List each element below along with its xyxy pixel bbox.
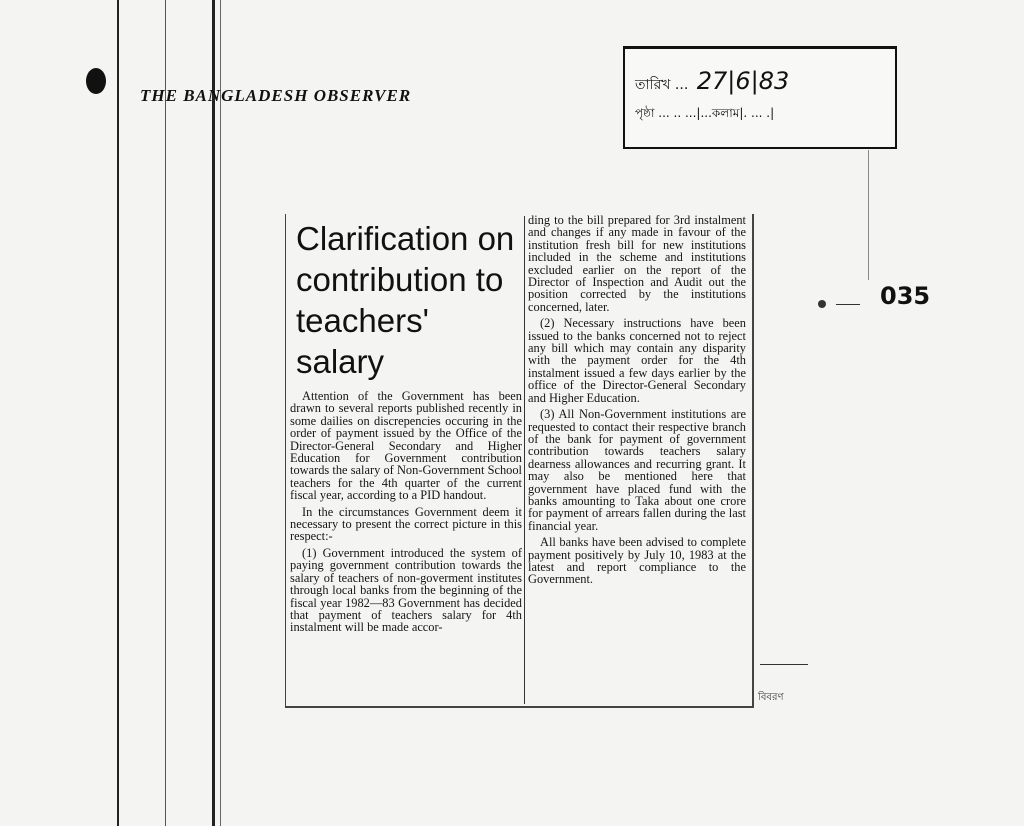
stamp-date-row bbox=[635, 67, 789, 97]
binding-line-4 bbox=[220, 0, 221, 826]
scan-mark bbox=[760, 664, 808, 665]
scan-mark bbox=[818, 300, 826, 308]
article-paragraph: (2) Necessary instructions have been issued to the banks concerned not to reject any bill which may contain any disparity with the payment order for the 4th instalment issued a few days earlier by the office of the Director-General Secondary and Higher Education. bbox=[528, 316, 746, 405]
column-divider bbox=[524, 216, 525, 704]
binding-line-2 bbox=[165, 0, 166, 826]
article-paragraph: (1) Government introduced the system of paying government contribution towards the salary of teachers of non-goverment institutes through local banks from the beginning of the fiscal year 1982—83 Government has decided that payment of teachers salary for 4th instalment will be made accor- bbox=[290, 545, 522, 635]
punch-hole-mark bbox=[86, 68, 106, 94]
stamp-page-row: পৃষ্ঠা ... .. ...|...কলাম|. ... .| bbox=[635, 106, 775, 120]
article-paragraph: All banks have been advised to complete payment positively by July 10, 1983 at the latest and report compliance to the Government. bbox=[528, 535, 746, 587]
article-paragraph: In the circumstances Government deem it necessary to present the correct picture in this respect:- bbox=[290, 504, 522, 544]
article-column-1 bbox=[290, 218, 522, 638]
stamp-date-label: তারিখ ... bbox=[635, 77, 689, 93]
binding-line-3 bbox=[212, 0, 215, 826]
margin-note: বিবরণ bbox=[758, 692, 784, 703]
scan-mark bbox=[836, 304, 860, 305]
article-headline: Clarification on contribution to teachers' salary bbox=[296, 220, 515, 380]
archive-stamp bbox=[623, 46, 897, 149]
article-paragraph: (3) All Non-Government institutions are requested to contact their respective branch of the bank for payment of government contribution towards teachers salary dearness allowances and recurring grant. It may also be mentioned here that government have placed fund with the banks amounting to Taka about one crore for payment of arrears fallen during the last financial year. bbox=[528, 407, 746, 533]
article-paragraph: Attention of the Government has been drawn to several reports published recently in some dailies on discrepencies occuring in the order of payment issued by the Office of the Director-General Secondary and Higher Education for Government contribution towards the salary of Non-Government School teachers for the 4th quarter of the current fiscal year, according to a PID handout. bbox=[290, 389, 522, 503]
newspaper-masthead: THE BANGLADESH OBSERVER bbox=[140, 86, 412, 105]
binding-line-1 bbox=[117, 0, 119, 826]
article-paragraph: ding to the bill prepared for 3rd instalment and changes if any made in favour of the institution fresh bill for new institutions included in the scheme and institutions excluded earlier on the report of the Director of Inspection and Audit out the position corrected by the institutions concerned, later. bbox=[528, 213, 746, 314]
page-number: 035 bbox=[880, 282, 931, 310]
article-column-2 bbox=[528, 214, 746, 590]
stamp-date-value: 27|6|83 bbox=[696, 67, 790, 95]
scan-mark bbox=[868, 150, 869, 280]
